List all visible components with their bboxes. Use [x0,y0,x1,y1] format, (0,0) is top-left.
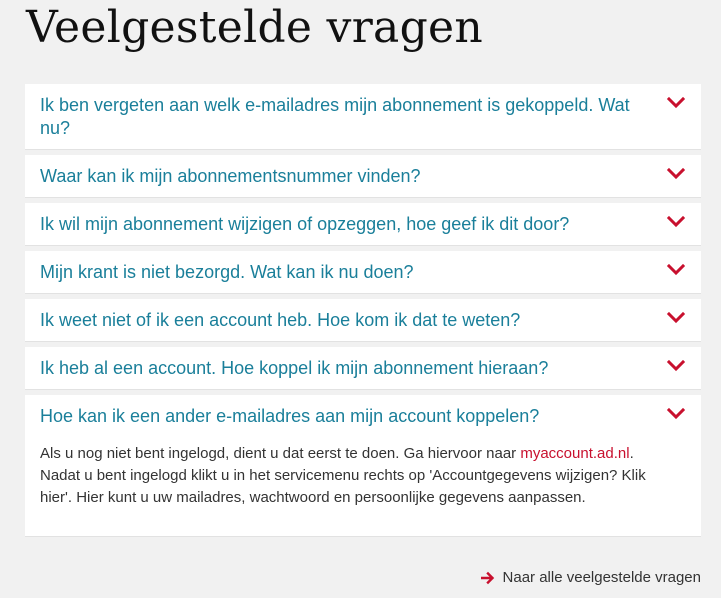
faq-question-toggle[interactable] [25,155,701,197]
faq-question-toggle[interactable] [25,299,701,341]
faq-item [25,203,701,245]
arrow-right-icon [481,571,495,585]
faq-item [25,347,701,389]
chevron-down-icon[interactable] [667,168,685,180]
chevron-down-icon[interactable] [667,360,685,372]
myaccount-link[interactable]: myaccount.ad.nl [520,445,630,462]
all-faq-link[interactable] [481,568,701,588]
faq-answer-text: . Nadat u bent ingelogd klikt u in het servicemenu rechts op 'Accountgegevens wijzigen? Klik hier'. Hier kunt u uw mailadres, wachtwoord en persoonlijke gegevens aanpassen. [40,445,646,506]
faq-item [25,155,701,197]
faq-question-text: Ik heb al een account. Hoe koppel ik mijn abonnement hieraan? [40,358,549,378]
faq-question-toggle[interactable] [25,395,701,437]
chevron-down-icon[interactable] [667,97,685,109]
chevron-down-icon[interactable] [667,264,685,276]
faq-question-text: Ik weet niet of ik een account heb. Hoe kom ik dat te weten? [40,310,521,330]
faq-answer-text: Als u nog niet bent ingelogd, dient u dat eerst te doen. Ga hiervoor naar [40,445,521,462]
faq-list [25,84,701,542]
faq-item-open [25,395,701,536]
chevron-down-icon[interactable] [667,408,685,420]
chevron-down-icon[interactable] [667,312,685,324]
chevron-down-icon[interactable] [667,216,685,228]
faq-question-toggle[interactable] [25,203,701,245]
faq-question-text: Mijn krant is niet bezorgd. Wat kan ik nu doen? [40,262,414,282]
faq-question-text: Waar kan ik mijn abonnementsnummer vinden? [40,166,421,186]
faq-question-text: Ik ben vergeten aan welk e-mailadres mijn abonnement is gekoppeld. Wat nu? [40,95,630,138]
faq-question-toggle[interactable] [25,251,701,293]
faq-item [25,84,701,149]
all-faq-link-label: Naar alle veelgestelde vragen [502,569,701,586]
faq-item [25,251,701,293]
page-title: Veelgestelde vragen [26,2,484,53]
faq-question-text: Hoe kan ik een ander e-mailadres aan mijn account koppelen? [40,406,540,426]
faq-answer [25,437,701,536]
faq-item [25,299,701,341]
faq-question-toggle[interactable] [25,347,701,389]
faq-question-toggle[interactable] [25,84,701,149]
faq-question-text: Ik wil mijn abonnement wijzigen of opzeggen, hoe geef ik dit door? [40,214,570,234]
